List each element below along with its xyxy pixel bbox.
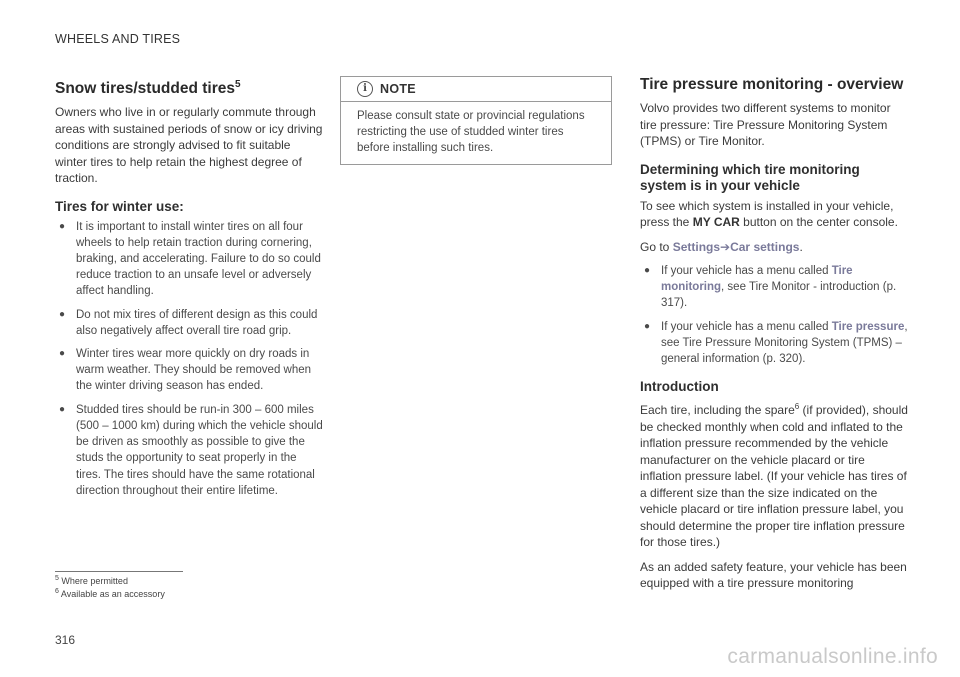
winter-use-subheading: Tires for winter use:	[55, 198, 184, 214]
list-item: ● If your vehicle has a menu called Tire monitoring, see Tire Monitor - introduction (p. 317).	[644, 265, 897, 310]
determine-system-text: To see which system is installed in your vehicle, press the MY CAR button on the center console.	[640, 198, 898, 229]
safety-feature-text: As an added safety feature, your vehicle has been equipped with a tire pressure monitoring	[640, 559, 907, 591]
winter-tips-list	[55, 219, 323, 499]
footnotes	[55, 574, 165, 599]
bullet-icon: ●	[59, 348, 66, 360]
introduction-text: Each tire, including the spare$^6$ (if provided), should be checked monthly when cold and inflated to the inflation pressure recommended by the vehicle manufacturer on the vehicle placard or tire inflation pressure label. (If your vehicle has tires of a different size than the size indicated on the vehicle placard or tire inflation pressure label, you should determine the proper tire inflation pressure for those tires.)	[640, 402, 908, 550]
watermark: carmanualsonline.info	[727, 645, 938, 668]
footnote-6: $^6$ Available as an accessory	[55, 587, 165, 599]
car-settings-menu-label: Car settings	[730, 239, 800, 254]
tire-monitoring-link[interactable]: Tire monitoring	[661, 265, 853, 294]
tire-pressure-heading: Tire pressure monitoring - overview	[640, 76, 904, 93]
bullet-icon: ●	[644, 265, 651, 276]
settings-menu-label: Settings	[672, 239, 721, 254]
info-icon: i	[357, 81, 373, 97]
section-header: WHEELS AND TIRES	[55, 32, 181, 46]
column-snow-tires	[55, 76, 323, 506]
footnote-ref-6[interactable]: 6	[794, 402, 800, 412]
column-note	[340, 76, 612, 165]
footnote-5: $^5$ Where permitted	[55, 575, 128, 586]
snow-tires-intro: Owners who live in or regularly commute through areas with sustained periods of snow or icy driving conditions are strongly advised to fit suitable winter tires to help retain the highest degree of traction.	[55, 105, 323, 186]
determine-system-subheading: Determining which tire monitoring system is in your vehicle	[640, 161, 860, 193]
snow-tires-heading: Snow tires/studded tires$^5$	[55, 79, 241, 98]
list-item: ● Do not mix tires of different design as this could also negatively affect overall tire road grip.	[59, 308, 318, 337]
bullet-icon: ●	[59, 403, 66, 415]
bullet-icon: ●	[644, 320, 651, 332]
list-item: ● Winter tires wear more quickly on dry roads in warm weather. They should be removed when the winter driving season has ended.	[59, 348, 312, 393]
arrow-right-icon: ➔	[720, 239, 731, 254]
list-item: ● If your vehicle has a menu called Tire pressure, see Tire Pressure Monitoring System (TPMS) – general information (p. 320).	[644, 320, 908, 366]
footnote-divider	[55, 571, 183, 572]
page-number: 316	[55, 633, 76, 647]
system-options-list	[640, 263, 908, 367]
note-box	[340, 76, 612, 165]
tire-pressure-intro: Volvo provides two different systems to monitor tire pressure: Tire Pressure Monitoring System (TPMS) or Tire Monitor.	[640, 101, 891, 148]
introduction-subheading: Introduction	[640, 379, 719, 395]
bullet-icon: ●	[59, 308, 66, 320]
list-item: ● Studded tires should be run-in 300 – 600 miles (500 – 1000 km) during which the vehicle should be driven as smoothly as possible to give the studs the opportunity to seat properly in the tires. The tires should have the same rotational direction throughout their entire lifetime.	[59, 403, 323, 497]
footnote-ref-5[interactable]: 5	[235, 79, 241, 90]
note-text: Please consult state or provincial regulations restricting the use of studded winter tires before installing such tires.	[357, 110, 585, 154]
my-car-button-label: MY CAR	[692, 215, 740, 229]
tire-pressure-link[interactable]: Tire pressure	[831, 320, 905, 333]
column-tire-pressure	[640, 76, 908, 600]
goto-settings-text: Go to Settings➔Car settings.	[640, 239, 803, 254]
note-title: NOTE	[380, 82, 416, 96]
list-item: ● It is important to install winter tires on all four wheels to help retain traction during cornering, braking, and accelerating. Failure to do so could reduce traction to an unsafe level or adversely affect handling.	[59, 220, 321, 298]
note-header	[341, 77, 611, 102]
bullet-icon: ●	[59, 220, 66, 232]
